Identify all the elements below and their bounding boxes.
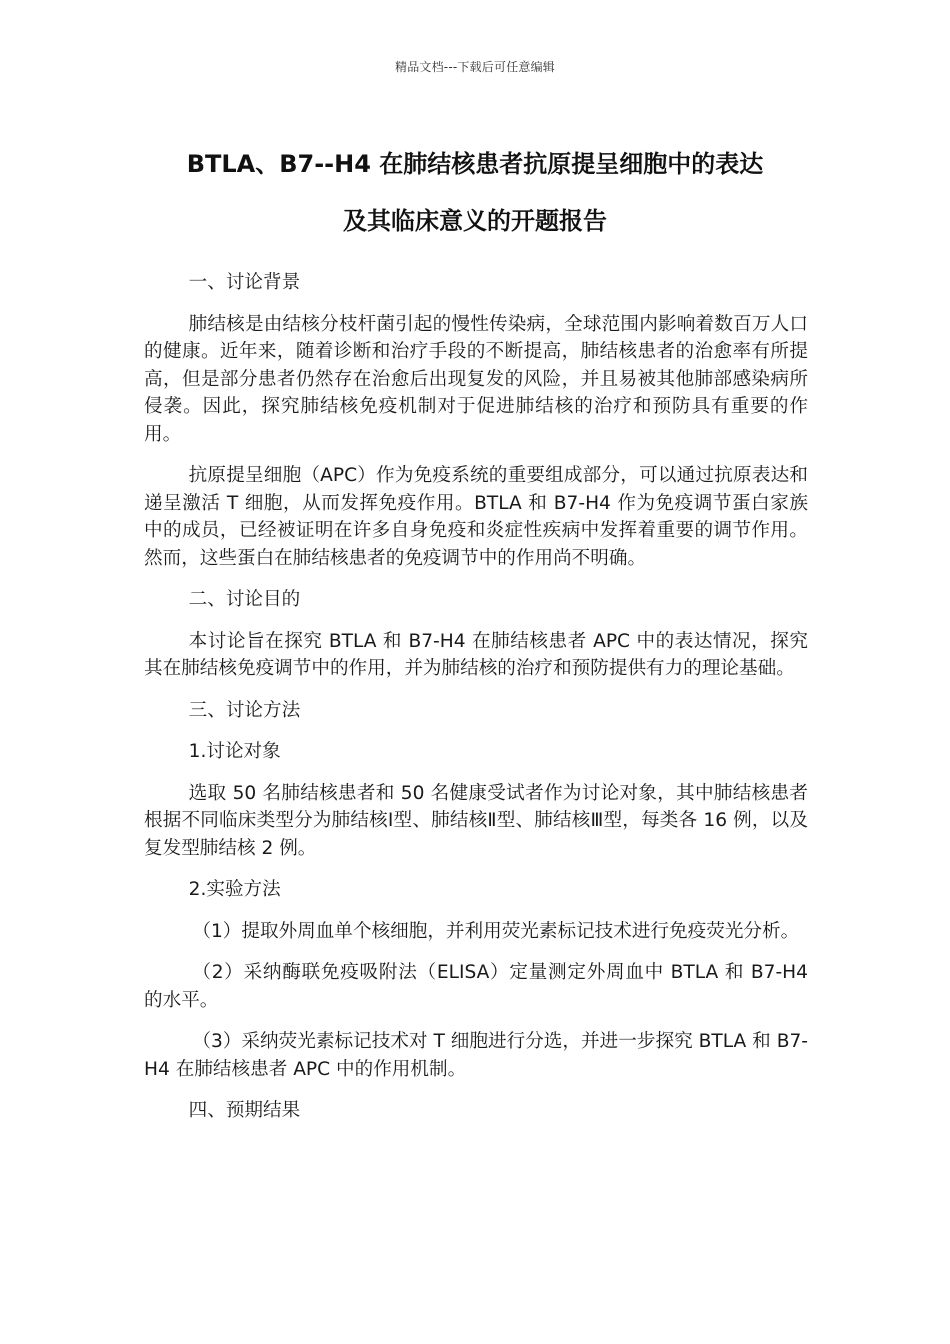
title-line-1: BTLA、B7--H4 在肺结核患者抗原提呈细胞中的表达 xyxy=(186,150,764,178)
section-heading-background: 一、讨论背景 xyxy=(188,272,301,293)
method-item-1: （1）提取外周血单个核细胞，并利用荧光素标记技术进行免疫荧光分析。 xyxy=(192,920,800,942)
subheading-experiment-methods: 2.实验方法 xyxy=(188,879,281,900)
method-item-2: （2）采纳酶联免疫吸附法（ELISA）定量测定外周血中 BTLA 和 B7-H4 的水平。 xyxy=(144,962,808,1011)
document-body xyxy=(144,269,808,1139)
paragraph-background-2: 抗原提呈细胞（APC）作为免疫系统的重要组成部分，可以通过抗原表达和递呈激活 T 细胞，从而发挥免疫作用。BTLA 和 B7-H4 作为免疫调节蛋白家族中的成员，已经被证明在许多自身免疫和炎症性疾病中发挥着重要的调节作用。然而，这些蛋白在肺结核患者的免疫调节中的作用尚不明确。 xyxy=(144,465,808,569)
document-title xyxy=(120,136,830,250)
header-note: 精品文档---下载后可任意编辑 xyxy=(395,60,555,74)
paragraph-background-1: 肺结核是由结核分枝杆菌引起的慢性传染病，全球范围内影响着数百万人口的健康。近年来，随着诊断和治疗手段的不断提高，肺结核患者的治愈率有所提高，但是部分患者仍然存在治愈后出现复发的风险，并且易被其他肺部感染病所侵袭。因此，探究肺结核免疫机制对于促进肺结核的治疗和预防具有重要的作用。 xyxy=(144,313,808,445)
section-heading-purpose: 二、讨论目的 xyxy=(188,589,301,610)
section-heading-methods: 三、讨论方法 xyxy=(188,699,301,721)
title-line-2: 及其临床意义的开题报告 xyxy=(343,207,607,235)
paragraph-subjects: 选取 50 名肺结核患者和 50 名健康受试者作为讨论对象，其中肺结核患者根据不同临床类型分为肺结核Ⅰ型、肺结核Ⅱ型、肺结核Ⅲ型，每类各 16 例，以及复发型肺结核 2 例。 xyxy=(144,782,808,859)
section-heading-expected-results: 四、预期结果 xyxy=(188,1100,301,1121)
paragraph-purpose: 本讨论旨在探究 BTLA 和 B7-H4 在肺结核患者 APC 中的表达情况，探究其在肺结核免疫调节中的作用，并为肺结核的治疗和预防提供有力的理论基础。 xyxy=(144,630,808,679)
method-item-3: （3）采纳荧光素标记技术对 T 细胞进行分选，并进一步探究 BTLA 和 B7-H4 在肺结核患者 APC 中的作用机制。 xyxy=(144,1031,808,1080)
subheading-subjects: 1.讨论对象 xyxy=(188,741,281,762)
